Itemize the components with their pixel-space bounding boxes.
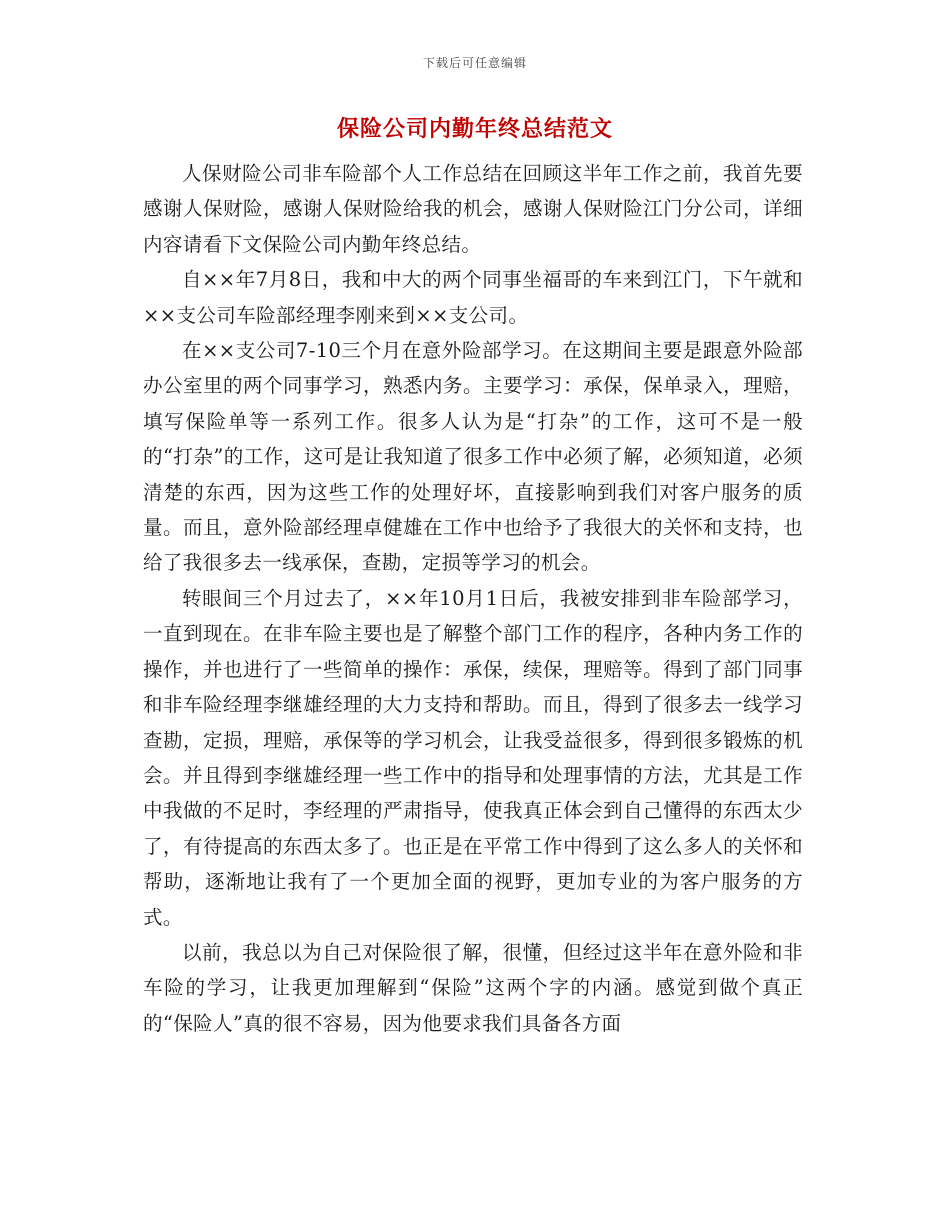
paragraph-4: 转眼间三个月过去了，××年10月1日后，我被安排到非车险部学习，一直到现在。在非车险主要也是了解整个部门工作的程序，各种内务工作的操作，并也进行了一些简单的操作：承保，续保，理赔等。得到了部门同事和非车险经理李继雄经理的大力支持和帮助。而且，得到了很多去一线学习查勘，定损，理赔，承保等的学习机会，让我受益很多，得到很多锻炼的机会。并且得到李继雄经理一些工作中的指导和处理事情的方法，尤其是工作中我做的不足时，李经理的严肃指导，使我真正体会到自己懂得的东西太少了，有待提高的东西太多了。也正是在平常工作中得到了这么多人的关怀和帮助，逐渐地让我有了一个更加全面的视野，更加专业的为客户服务的方式。 <box>143 586 803 929</box>
header-note: 下载后可任意编辑 <box>422 56 527 70</box>
paragraph-2: 自××年7月8日，我和中大的两个同事坐福哥的车来到江门，下午就和××支公司车险部经理李刚来到××支公司。 <box>143 268 803 327</box>
document-title: 保险公司内勤年终总结范文 <box>336 116 613 142</box>
document-body <box>143 156 803 1041</box>
paragraph-1: 人保财险公司非车险部个人工作总结在回顾这半年工作之前，我首先要感谢人保财险，感谢人保财险给我的机会，感谢人保财险江门分公司，详细内容请看下文保险公司内勤年终总结。 <box>143 162 803 256</box>
paragraph-5: 以前，我总以为自己对保险很了解，很懂，但经过这半年在意外险和非车险的学习，让我更加理解到“保险”这两个字的内涵。感觉到做个真正的“保险人”真的很不容易，因为他要求我们具备各方面 <box>143 940 803 1035</box>
paragraph-3: 在××支公司7-10三个月在意外险部学习。在这期间主要是跟意外险部办公室里的两个同事学习，熟悉内务。主要学习：承保，保单录入，理赔，填写保险单等一系列工作。很多人认为是“打杂”的工作，这可不是一般的“打杂”的工作，这可是让我知道了很多工作中必须了解，必须知道，必须清楚的东西，因为这些工作的处理好坏，直接影响到我们对客户服务的质量。而且，意外险部经理卓健雄在工作中也给予了我很大的关怀和支持，也给了我很多去一线承保，查勘，定损等学习的机会。 <box>143 339 803 575</box>
